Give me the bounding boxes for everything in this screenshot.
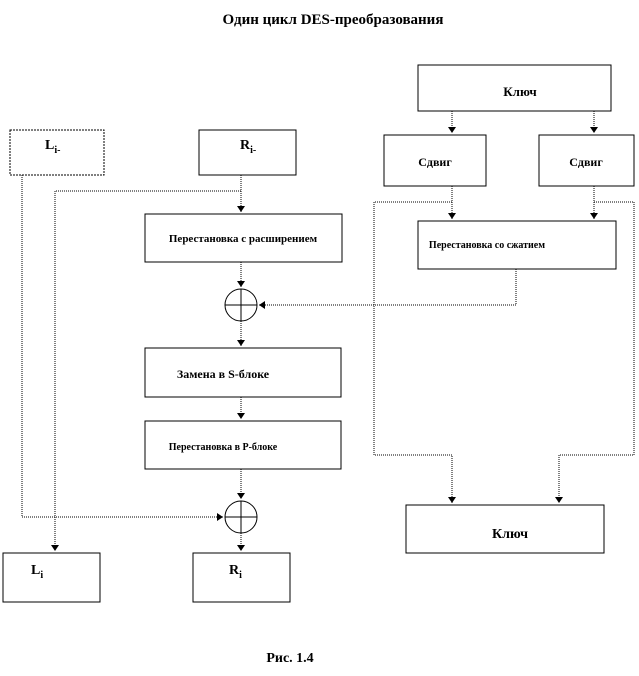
l-input-label: L <box>45 138 55 153</box>
key-top-label: Ключ <box>503 84 537 99</box>
s-box-label: Замена в S-блоке <box>176 367 270 381</box>
key-bottom-block <box>406 505 604 553</box>
l-input-block <box>10 130 104 175</box>
shift-right-block <box>539 135 634 186</box>
r-input-block <box>199 130 296 175</box>
s-box-block <box>145 348 341 397</box>
shift-left-block <box>384 135 486 186</box>
xor-circle-bottom <box>225 501 257 533</box>
l-output-label: L <box>31 563 41 578</box>
r-output-subscript: i <box>239 570 242 581</box>
xor-circle-top <box>225 289 257 321</box>
p-box-label: Перестановка в Р-блоке <box>168 442 278 453</box>
r-input-subscript: i- <box>250 145 257 156</box>
expansion-permutation-label: Перестановка с расширением <box>168 233 318 245</box>
p-box-block <box>145 421 341 469</box>
key-bottom-label: Ключ <box>491 527 529 542</box>
diagram-title: Один цикл DES-преобразования <box>222 12 444 28</box>
r-output-block <box>193 553 290 602</box>
shift-right-label: Сдвиг <box>569 155 603 169</box>
expansion-permutation-block <box>145 214 342 262</box>
l-input-subscript: i- <box>54 145 61 156</box>
l-output-block <box>3 553 100 602</box>
l-output-subscript: i <box>40 570 44 581</box>
compression-permutation-label: Перестановка со сжатием <box>428 240 546 251</box>
shift-left-label: Сдвиг <box>418 155 452 169</box>
figure-caption: Рис. 1.4 <box>266 651 314 666</box>
r-input-label: R <box>240 138 251 153</box>
r-output-label: R <box>229 563 240 578</box>
key-top-block <box>418 65 611 111</box>
compression-permutation-block <box>418 221 616 269</box>
